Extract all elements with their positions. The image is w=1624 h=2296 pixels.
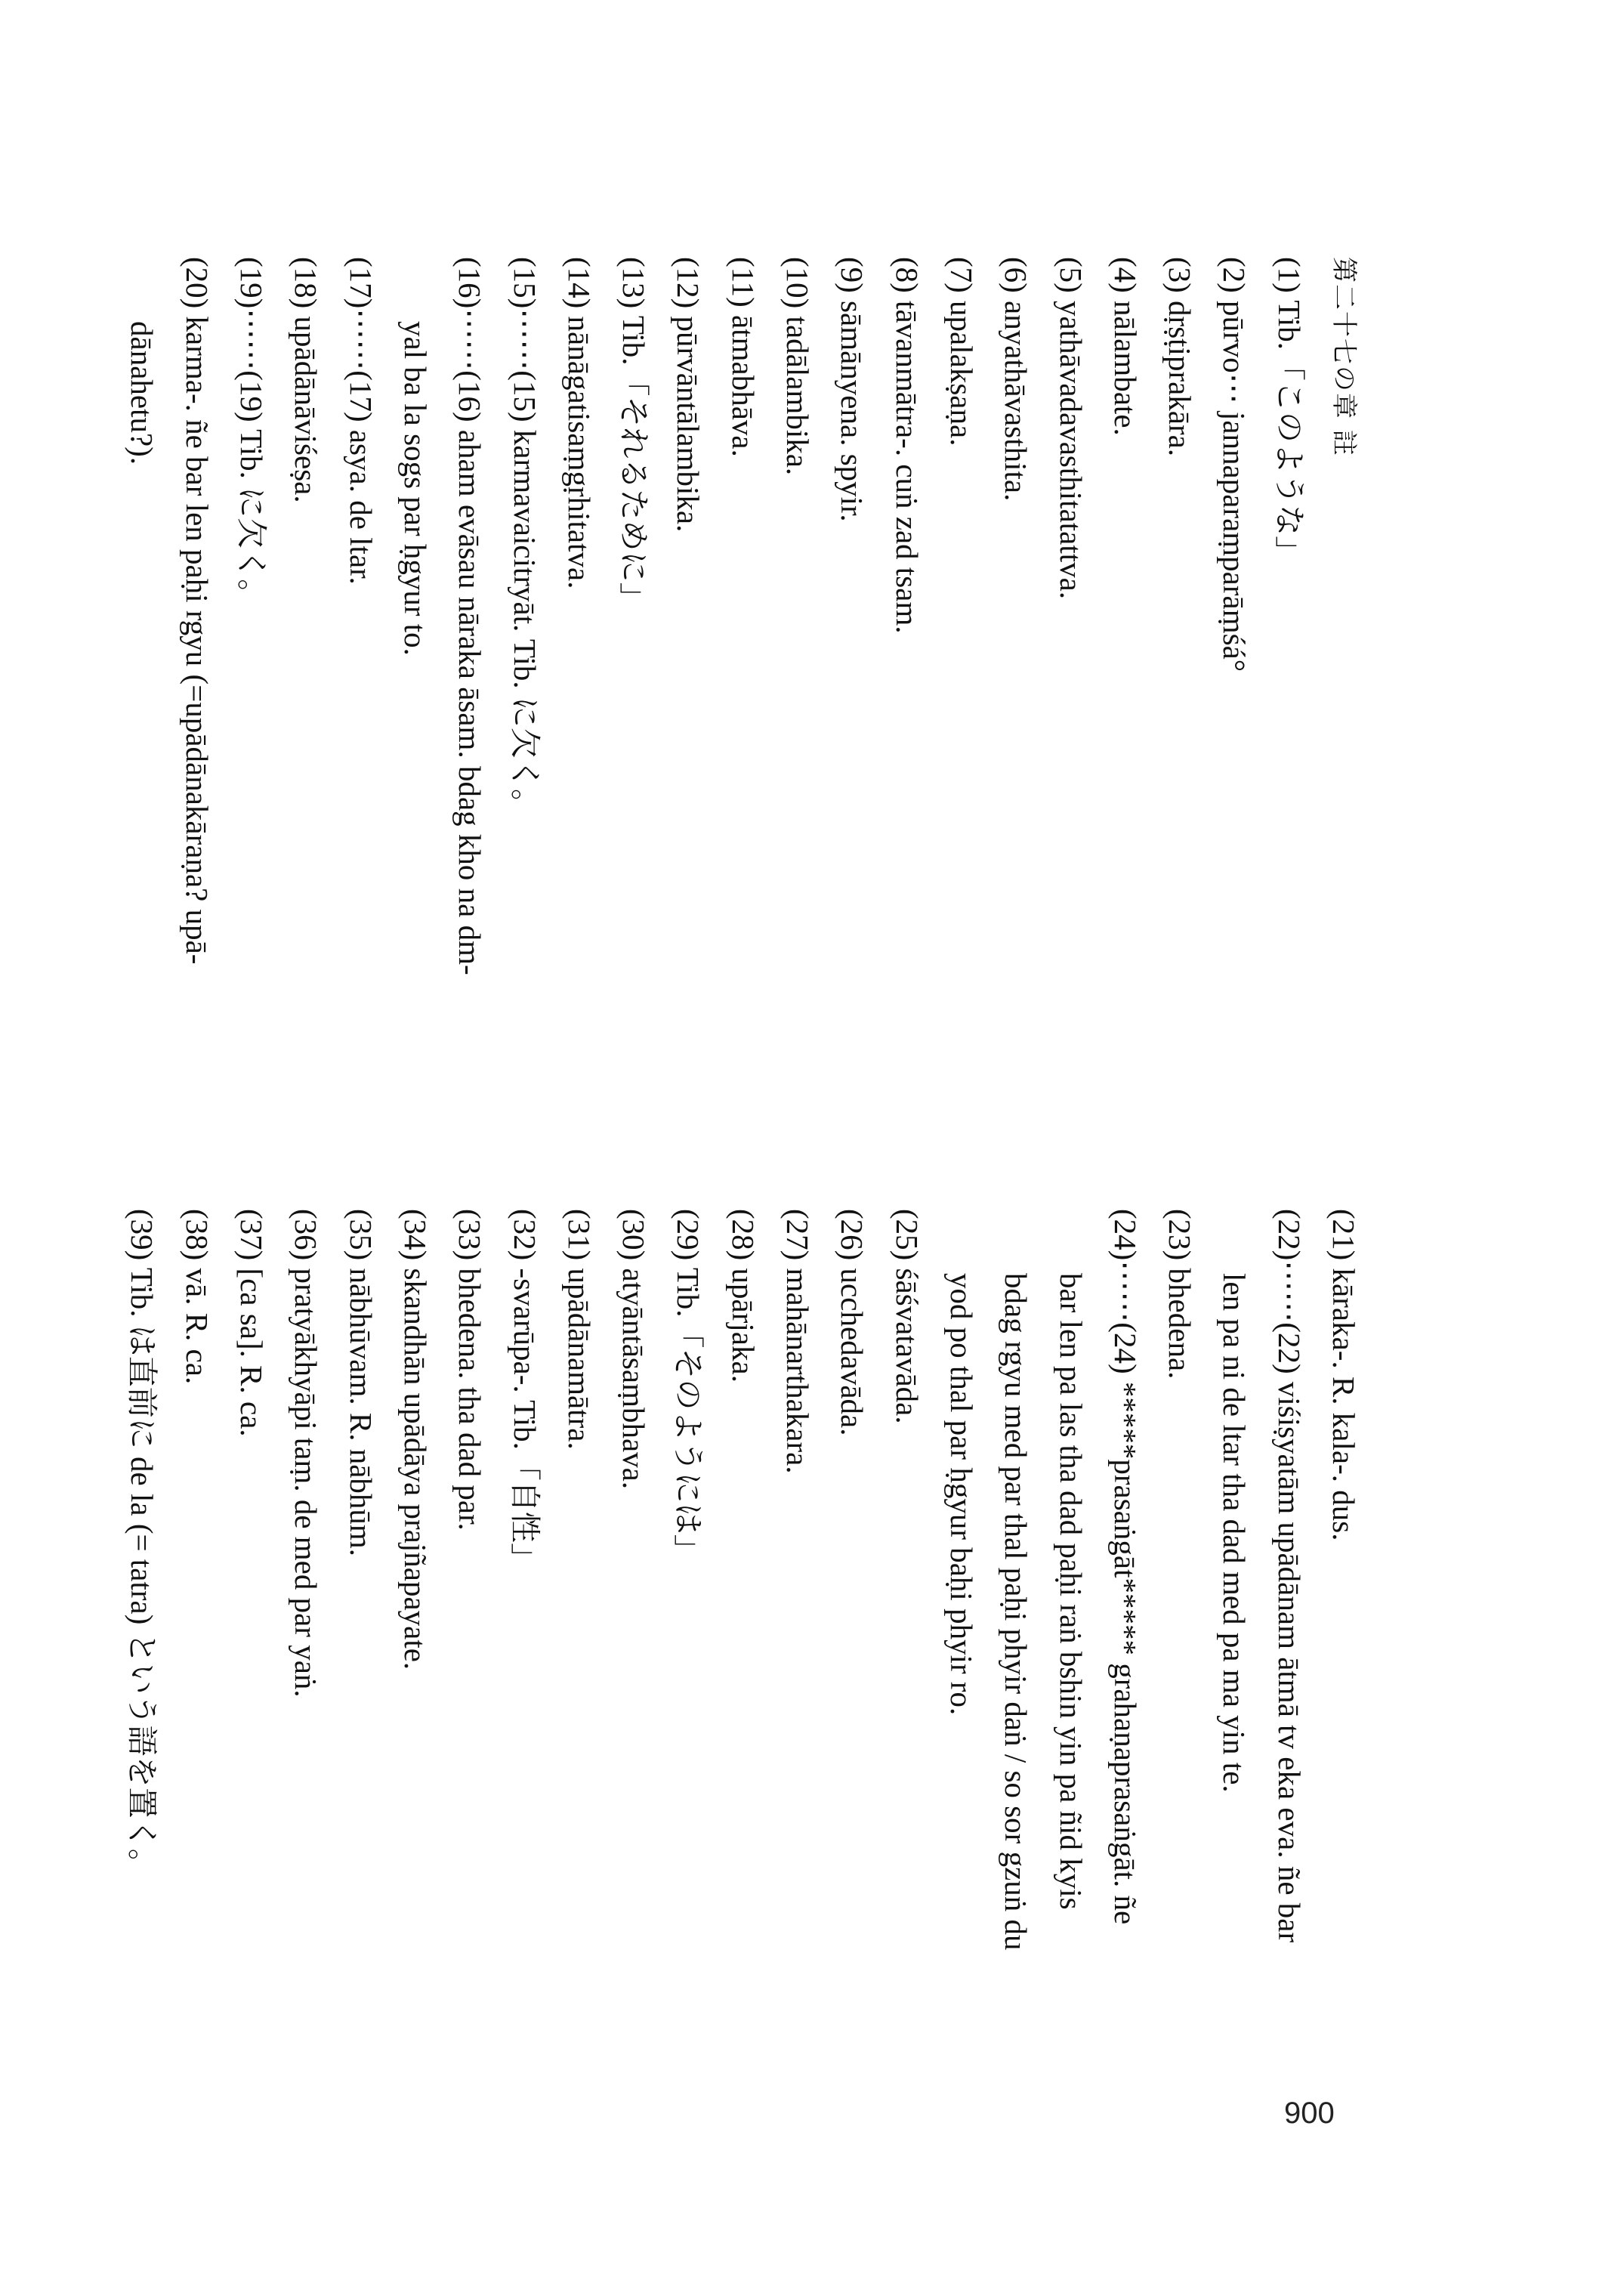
note-line: (20) karma-. ñe bar len paḥi rgyu (=upādānakāraṇa? upā- [179, 257, 215, 965]
note-line: (7) upalakṣaṇa. [943, 257, 979, 447]
note-line: (8) tāvanmātra-. cuṅ zad tsam. [889, 257, 925, 634]
note-continuation-line: bar len pa las tha dad paḥi raṅ bshin yin pa ñid kyis [1053, 1273, 1088, 1910]
note-line: (11) ātmabhāva. [725, 257, 761, 457]
note-line: (4) nālambate. [1107, 257, 1143, 436]
note-line: (21) kāraka-. R. kala-. dus. [1326, 1209, 1361, 1541]
note-line: (17)⋯⋯(17) asya. de ltar. [343, 257, 378, 585]
note-line: (27) mahānarthakara. [780, 1209, 816, 1474]
note-line: (23) bhedena. [1162, 1209, 1198, 1380]
note-line: (9) sāmānyena. spyir. [835, 257, 870, 522]
note-line: (29) Tib.「そのようには」 [671, 1209, 706, 1565]
note-continuation-line: yod po thal par ḥgyur baḥi phyir ro. [943, 1273, 979, 1716]
note-line: (12) pūrvāntālambika. [671, 257, 706, 533]
note-line: (16)⋯⋯(16) aham evāsau nāraka āsam. bdag kho na dm- [452, 257, 488, 975]
chapter-notes-heading: 第二十七の章 註 [1329, 257, 1359, 457]
note-line: (2) pūrvo⋯ jannaparaṃparāṃśá° [1217, 257, 1252, 672]
note-line: (32) -svarūpa-. Tib.「自性」 [507, 1209, 542, 1574]
note-line: (22)⋯⋯(22) viśiṣyatām upādānam ātmā tv eka eva. ñe bar [1271, 1209, 1307, 1943]
note-line: (3) dṛṣṭiprakāra. [1162, 257, 1198, 457]
note-line: (33) bhedena. tha dad par. [452, 1209, 488, 1531]
note-line: (28) upārjaka. [725, 1209, 761, 1383]
note-line: (24)⋯⋯(24) *****prasaṅgāt***** grahaṇaprasaṅgāt. ñe [1107, 1209, 1143, 1925]
note-line: (18) upādānāviśeṣa. [289, 257, 324, 503]
note-line: (15)⋯⋯(15) karmavaicitryāt. Tib. に欠く。 [507, 257, 542, 820]
note-line: (34) skandhān upādāya prajñapayate. [397, 1209, 433, 1670]
note-line: (25) śāśvatavāda. [889, 1209, 925, 1424]
note-line: (1) Tib.「このような」 [1271, 257, 1307, 567]
note-line: (35) nābhūvam. R. nābhūm. [343, 1209, 378, 1557]
note-line: (10) tadālambika. [780, 257, 816, 476]
notes-column-bottom [0, 1209, 1371, 2296]
note-continuation-line: yal ba la sogs par ḥgyur to. [397, 321, 433, 656]
note-line: (30) atyāntāsaṃbhava. [616, 1209, 652, 1490]
note-line: (14) nānāgatisaṃgṛhitatva. [561, 257, 597, 589]
note-line: (31) upādānamātra. [561, 1209, 597, 1450]
note-line: (39) Tib. は直前に de la (= tatra) という語を置く。 [125, 1209, 160, 1880]
note-line: (26) ucchedavāda. [835, 1209, 870, 1436]
note-line: (6) anyathāvasthita. [999, 257, 1034, 502]
note-line: (19)⋯⋯(19) Tib. に欠く。 [234, 257, 270, 610]
note-line: (13) Tib.「それるために」 [616, 257, 652, 613]
note-continuation-line: bdag rgyu med par thal paḥi phyir daṅ / so sor gzuṅ du [999, 1273, 1034, 1951]
note-line: (5) yathāvadavasthitatattva. [1053, 257, 1088, 600]
page-number: 900 [1284, 2097, 1335, 2130]
note-continuation-line: len pa ni de ltar tha dad med pa ma yin te. [1217, 1273, 1252, 1793]
note-continuation-line: dānahetu?). [125, 321, 160, 465]
note-line: (36) pratyākhyāpi taṃ. de med par yaṅ. [289, 1209, 324, 1698]
note-line: (38) vā. R. ca. [179, 1209, 215, 1385]
note-line: (37) [ca sa]. R. ca. [234, 1209, 270, 1437]
